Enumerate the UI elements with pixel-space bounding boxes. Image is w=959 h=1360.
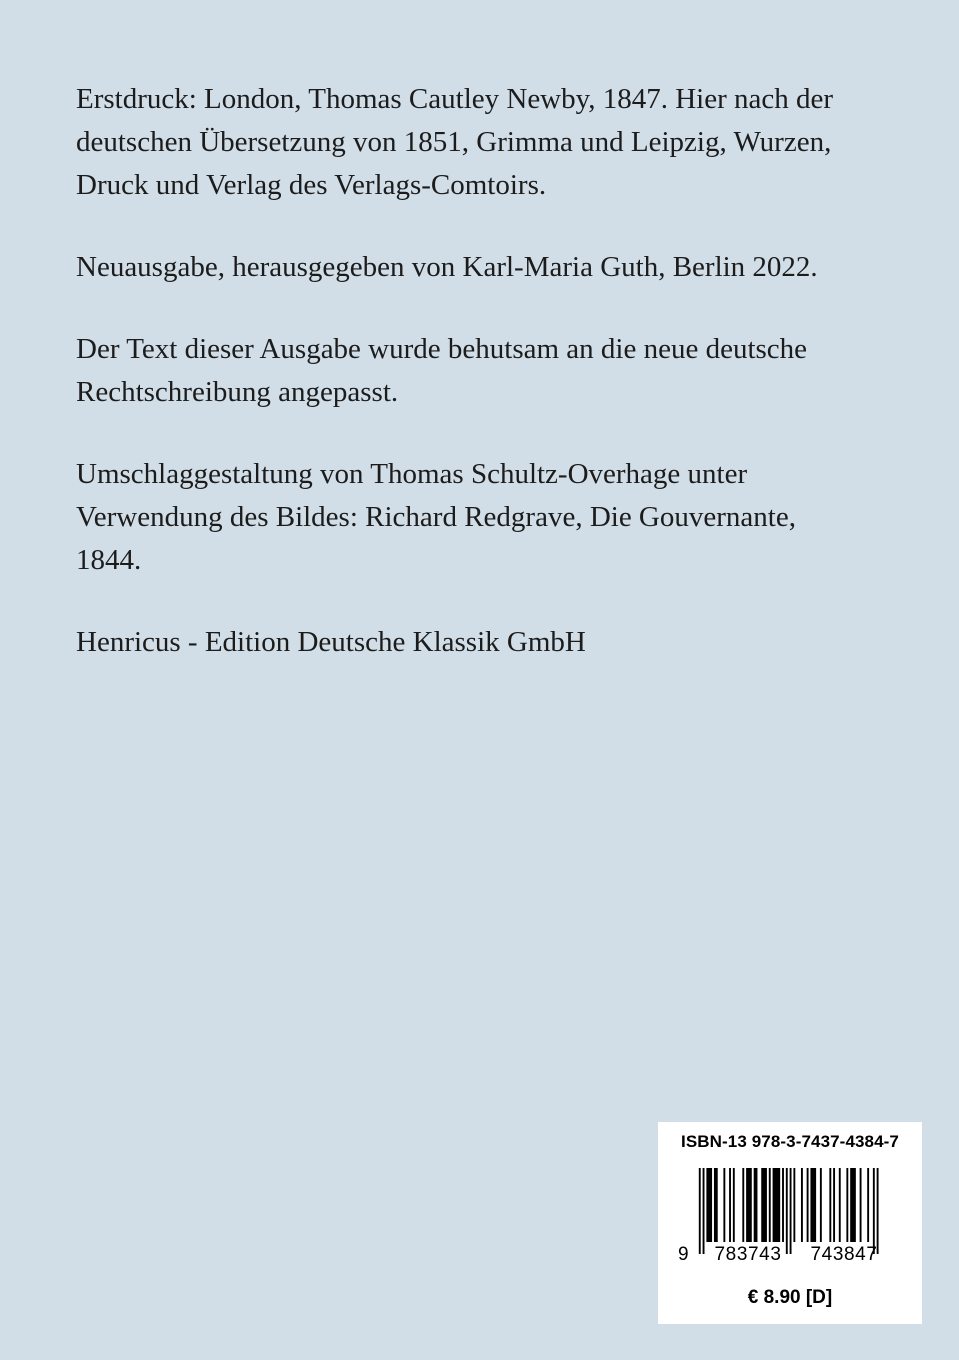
- new-edition-paragraph: [76, 246, 916, 289]
- barcode-guard-bar: [786, 1168, 788, 1254]
- text-line: Druck und Verlag des Verlags-Comtoirs.: [76, 169, 547, 201]
- barcode-bar: [714, 1168, 718, 1242]
- barcode-bar: [867, 1168, 869, 1242]
- barcode-bar: [746, 1168, 752, 1242]
- imprint-text: [76, 78, 916, 703]
- barcode-bar: [860, 1168, 862, 1242]
- barcode-bar: [754, 1168, 758, 1242]
- barcode-guard-bar: [703, 1168, 705, 1254]
- barcode-bar: [810, 1168, 816, 1242]
- text-line: Erstdruck: London, Thomas Cautley Newby, 1847. Hier nach der: [76, 83, 834, 115]
- text-line: Henricus - Edition Deutsche Klassik GmbH: [76, 626, 586, 658]
- barcode-bar: [833, 1168, 835, 1242]
- barcode-bar: [773, 1168, 781, 1242]
- first-edition-paragraph: [76, 78, 916, 207]
- barcode-bar: [769, 1168, 771, 1242]
- barcode-bar: [807, 1168, 809, 1242]
- text-line: deutschen Übersetzung von 1851, Grimma und Leipzig, Wurzen,: [76, 126, 832, 158]
- text-line: Der Text dieser Ausgabe wurde behutsam an die neue deutsche: [76, 333, 808, 365]
- barcode-digit-first: 9: [678, 1244, 689, 1265]
- barcode-digits-right: 743847: [810, 1244, 878, 1265]
- cover-design-paragraph: [76, 453, 916, 582]
- barcode-bar: [782, 1168, 784, 1242]
- isbn-label: ISBN-13 978-3-7437-4384-7: [681, 1132, 899, 1151]
- barcode-bar: [723, 1168, 725, 1242]
- barcode-bar: [839, 1168, 841, 1242]
- text-line: Verwendung des Bildes: Richard Redgrave, Die Gouvernante,: [76, 501, 796, 533]
- barcode-guard-bar: [699, 1168, 701, 1254]
- barcode-bar: [820, 1168, 822, 1242]
- price-label: € 8.90 [D]: [747, 1287, 833, 1308]
- barcode-bar: [733, 1168, 735, 1242]
- text-line: 1844.: [76, 544, 142, 576]
- text-line: Neuausgabe, herausgegeben von Karl-Maria Guth, Berlin 2022.: [76, 251, 818, 283]
- barcode-bar: [729, 1168, 731, 1242]
- barcode-bar: [846, 1168, 848, 1242]
- barcode-bar: [742, 1168, 744, 1242]
- barcode-bar: [801, 1168, 803, 1242]
- text-line: Umschlaggestaltung von Thomas Schultz-Overhage unter: [76, 458, 748, 490]
- text-line: Rechtschreibung angepasst.: [76, 376, 399, 408]
- barcode-bar: [829, 1168, 831, 1242]
- barcode-guard-bar: [877, 1168, 879, 1254]
- barcode-digits-left: 783743: [714, 1244, 782, 1265]
- barcode-label: [658, 1122, 922, 1324]
- barcode-bar: [793, 1168, 795, 1242]
- barcode-bar: [706, 1168, 712, 1242]
- barcode-bar: [850, 1168, 856, 1242]
- barcode-guard-bar: [790, 1168, 792, 1254]
- barcode-guard-bar: [873, 1168, 875, 1254]
- spelling-note-paragraph: [76, 328, 916, 414]
- barcode-bar: [761, 1168, 767, 1242]
- publisher-paragraph: [76, 621, 916, 664]
